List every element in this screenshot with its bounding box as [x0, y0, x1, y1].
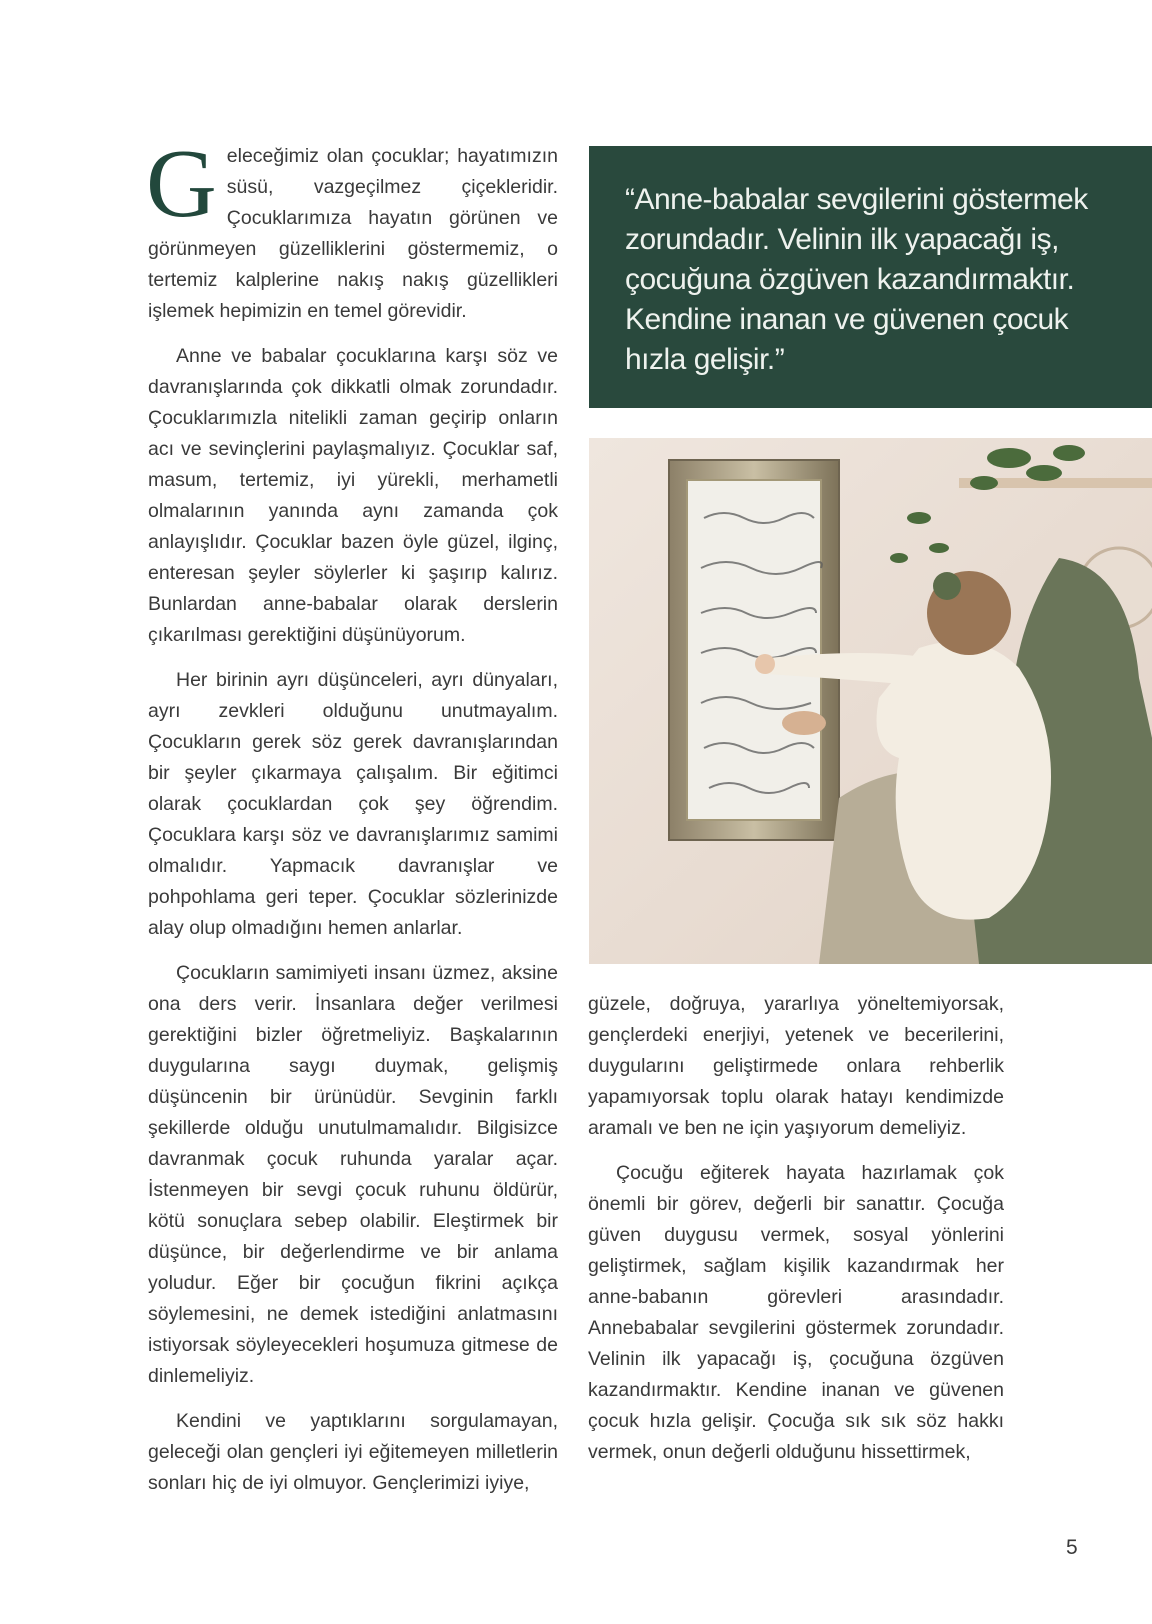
- drop-cap: G: [146, 130, 217, 238]
- right-column: [588, 989, 1004, 1468]
- page-number: 5: [1066, 1536, 1078, 1559]
- pull-quote: “Anne-babalar sevgilerini göstermek zorundadır. Velinin ilk yapacağı iş, çocuğuna özgüven kazandırmaktır. Kendine inanan ve güvenen çocuk hızla gelişir.”: [625, 183, 1088, 376]
- body-paragraph: Kendini ve yaptıklarını sorgulamayan, geleceği olan gençleri iyi eğitemeyen milletlerin sonları hiç de iyi olmuyor. Gençlerimizi iyiye,: [148, 1410, 558, 1494]
- body-paragraph: Her birinin ayrı düşünceleri, ayrı dünyaları, ayrı zevkleri olduğunu unutmayalım. Çocukların gerek söz gerek davranışlarından bir şeyler çıkarmaya çalışalım. Bir eğitimci olarak çocuklardan çok şey öğrendim. Çocuklara karşı söz ve davranışlarımız samimi olmalıdır. Yapmacık davranışlar ve pohpohlama geri teper. Çocuklar sözlerinizde alay olup olmadığını hemen anlarlar.: [148, 669, 558, 939]
- body-paragraph: Anne ve babalar çocuklarına karşı söz ve davranışlarında çok dikkatli olmak zorundadır. Çocuklarımızla nitelikli zaman geçirip onların acı ve sevinçlerini paylaşmalıyız. Çocuklar saf, masum, tertemiz, iyi yürekli, merhametli olmalarının yanında aynı zamanda çok anlayışlıdır. Çocuklar bazen öyle güzel, ilginç, enteresan şeyler söylerler ki şaşırıp kalırız. Bunlardan anne-babalar olarak derslerin çıkarılması gerektiğini düşünüyorum.: [148, 345, 558, 646]
- body-paragraph: Çocukların samimiyeti insanı üzmez, aksine ona ders verir. İnsanlara değer verilmesi gerektiğini bizler öğretmeliyiz. Başkalarının duygularına saygı duymak, gelişmiş düşüncenin bir ürünüdür. Sevginin farklı şekillerde olduğu unutulmamalıdır. Bilgisizce davranmak çocuk ruhunda yaralar açar. İstenmeyen bir sevgi çocuk ruhunu öldürür, kötü sonuçlara sebep olabilir. Eleştirmek bir düşünce, bir değerlendirme ve bir anlama yoludur. Eğer bir çocuğun fikrini açıkça söylemesini, ne demek istediğini anlatmasını istiyorsak söyleyecekleri hoşumuza gitmese de dinlemeliyiz.: [148, 962, 558, 1387]
- pull-quote-box: [589, 146, 1152, 408]
- intro-text: eleceğimiz olan çocuklar; hayatımızın süsü, vazgeçilmez çiçekleridir. Çocuklarımıza hayatın görünen ve görünmeyen güzelliklerini göstermemiz, o tertemiz kalplerine nakış nakış güzellikleri işlemek hepimizin en temel görevidir.: [148, 145, 558, 322]
- photo-mother-child-calligraphy: [589, 438, 1152, 964]
- body-paragraph: Çocuğu eğiterek hayata hazırlamak çok önemli bir görev, değerli bir sanattır. Çocuğa güven duygusu vermek, sosyal yönlerini geliştirmek, sağlam kişilik kazandırmak her anne-babanın görevleri arasındadır. Annebabalar sevgilerini göstermek zorundadır. Velinin ilk yapacağı iş, çocuğuna özgüven kazandırmaktır. Kendine inanan ve güvenen çocuk hızla gelişir. Çocuğa sık sık söz hakkı vermek, onun değerli olduğunu hissettirmek,: [588, 1162, 1004, 1463]
- left-column: [146, 130, 558, 1499]
- body-paragraph: güzele, doğruya, yararlıya yöneltemiyorsak, gençlerdeki enerjiyi, yetenek ve becerilerini, duygularını geliştirmede onlara rehberlik yapamıyorsak toplu olarak hatayı kendimizde aramalı ve ben ne için yaşıyorum demeliyiz.: [588, 993, 1004, 1139]
- intro-paragraph: [146, 130, 558, 327]
